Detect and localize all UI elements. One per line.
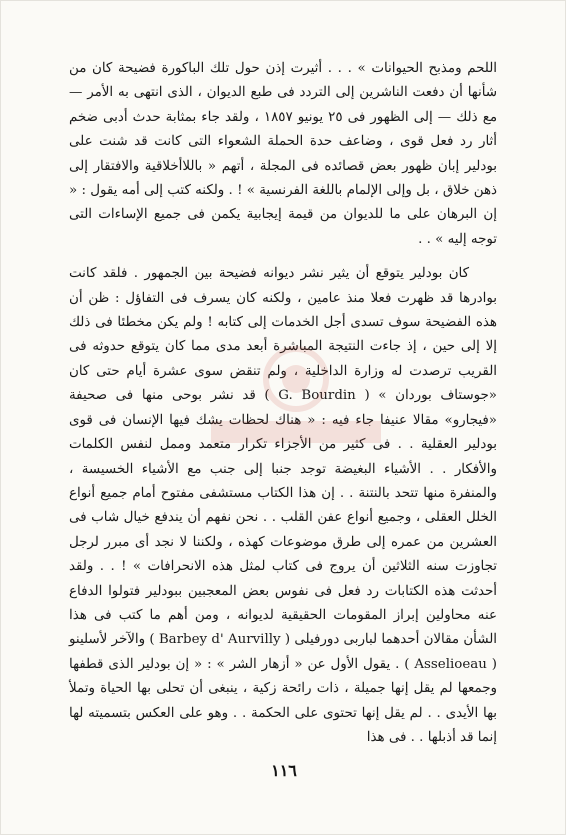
paragraph-1: اللحم ومذبح الحيوانات » . . . أثيرت إذن حول تلك الباكورة فضيحة كان من شأنها أن دفعت الناشرين إلى التردد فى طبع الديوان ، الذى انتهى به الأمر — مع ذلك — إلى الظهور فى ٢٥ يونيو ١٨٥٧ ، ولقد جاء بمثابة حدث أدبى ضخم أثار رد فعل قوى ، وضاعف حدة الحملة الشعواء التى كانت قد شنت على بودلير إبان ظهور بعض قصائده فى المجلة ، أتهم « باللاأخلاقية والافتقار إلى ذهن خلاق ، بل وإلى الإلمام باللغة الفرنسية » ! . ولكنه كتب إلى أمه يقول : « إن البرهان على ما للديوان من قيمة إيجابية يكمن فى جميع الإساءات التى توجه إليه » . .	[69, 61, 497, 247]
body-text	[69, 57, 497, 750]
page-number: ١١٦	[271, 761, 297, 780]
paragraph-2: كان بودلير يتوقع أن يثير نشر ديوانه فضيحة بين الجمهور . فلقد كانت بوادرها قد ظهرت فعلا منذ عامين ، ولكنه كان يسرف فى التفاؤل : ظن أن هذه الفضيحة سوف تسدى أجل الخدمات إلى كتابه ! ولم يكن مخطئا فى ذلك إلا إلى حين ، إذ جاءت النتيجة المباشرة أبعد مدى مما كان يتوقع حدوثه فى القريب ترصدت له وزارة الداخلية ، ولم تنقض سوى عشرة أيام حتى كان «جوستاف بوردان » ( G. Bourdin ) قد نشر بوحى منها فى صحيفة «فيجارو» مقالا عنيفا جاء فيه : « هناك لحظات يشك فيها الإنسان فى قوى بودلير العقلية . . فى كثير من الأجزاء تكرار متعمد وممل لنفس الكلمات والأفكار . . الأشياء البغيضة توجد جنبا إلى جنب مع الأشياء الخسيسة ، والمنفرة منها تتحد بالنتنة . . إن هذا الكتاب مستشفى مفتوح أمام جميع أنواع الخلل العقلى ، وجميع أنواع عفن القلب . . نحن نفهم أن يندفع خيال شاب فى العشرين من عمره إلى طرق موضوعات كهذه ، ولكننا لا نجد أى مبرر لرجل تجاوزت سنه الثلاثين أن يروج فى كتاب لمثل هذه الانحرافات » ! . . ولقد أحدثت هذه الكتابات رد فعل فى نفوس بعض المعجبين ببودلير فتولوا الدفاع عنه محاولين إبراز المقومات الحقيقية لديوانه ، ومن أهم ما كتب فى هذا الشأن مقالان أحدهما لباربى دورفيلى ( Barbey d' Aurvilly ) والآخر لأسلينو ( Asselioeau ) . يقول الأول عن « أزهار الشر » : « إن بودلير الذى قطفها وجمعها لم يقل إنها جميلة ، ذات رائحة زكية ، ينبغى أن تحلى بها الحياة وتملأ بها الأيدى . . لم يقل إنها تحتوى على الحكمة . . وهو على العكس بتسميته لها إنما قد أذبلها . . فى هذا	[69, 266, 498, 745]
